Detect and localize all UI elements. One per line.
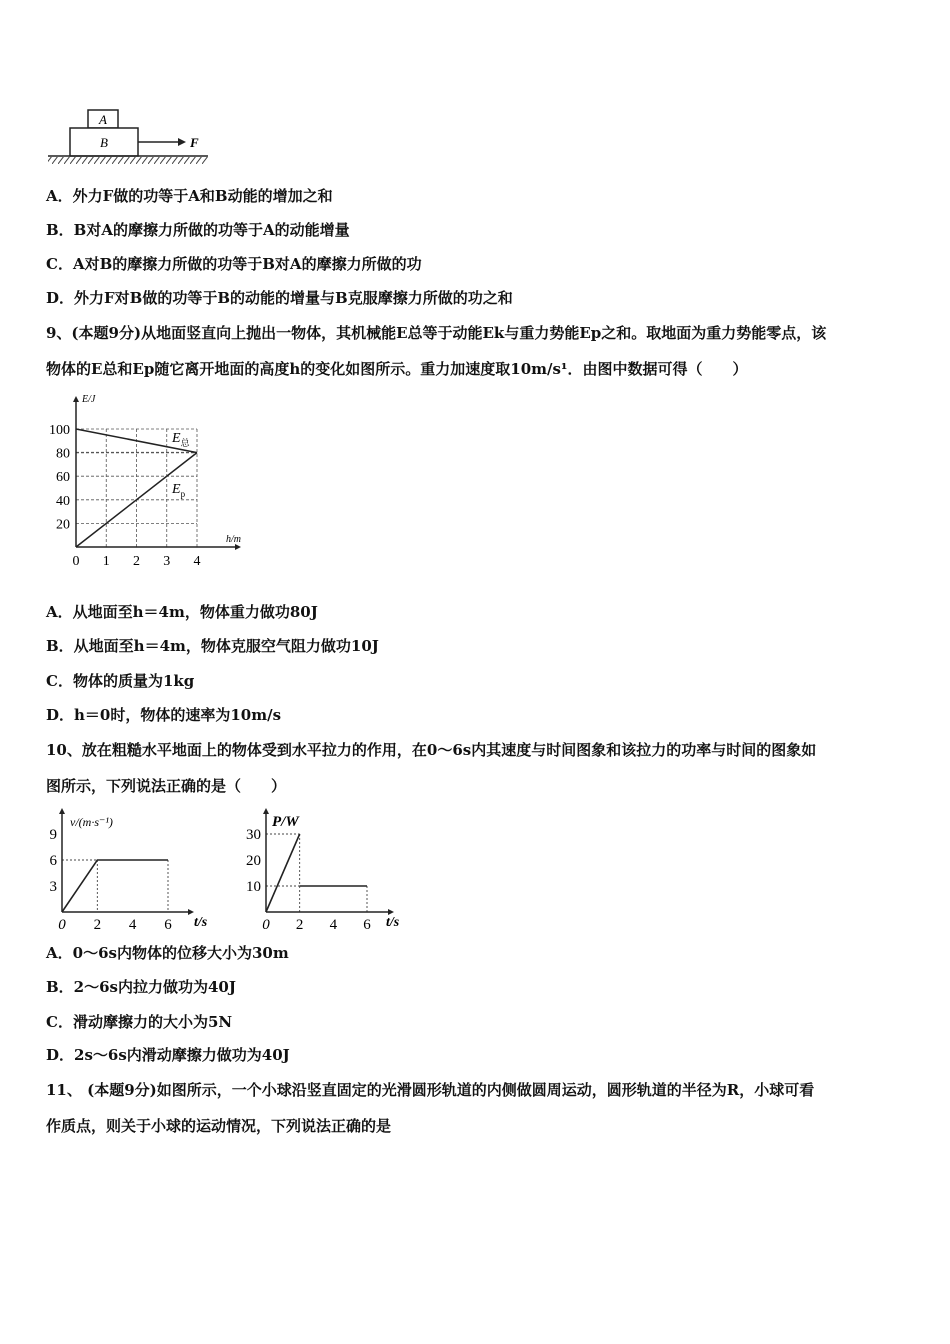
force-arrowhead — [178, 138, 186, 146]
energy-x-tick-label: 4 — [193, 554, 201, 569]
q8-option-d: D．外力F对B做的功等于B的动能的增量与B克服摩擦力所做的功之和 — [46, 289, 513, 307]
power-y-tick-label: 30 — [246, 827, 261, 843]
label-a: A — [99, 112, 107, 127]
q10-option-a: A．0～6s内物体的位移大小为30m — [46, 944, 289, 962]
energy-series-label-sub-0: 总 — [180, 438, 190, 448]
power-x-tick-label: 2 — [295, 917, 304, 933]
energy-series-label-0: $E_总$ — [172, 431, 190, 448]
energy-x-tick-label: 0 — [72, 554, 80, 569]
q10-stem-line1: 10、放在粗糙水平地面上的物体受到水平拉力的作用，在0～6s内其速度与时间图象和该拉力的功率与时间的图象如 — [46, 741, 817, 759]
power-y-tick-label: 10 — [246, 879, 261, 895]
velocity-x-tick-label: 0 — [58, 917, 66, 933]
blocks-figure — [40, 100, 220, 170]
q9-option-a: A．从地面至h＝4m，物体重力做功80J — [46, 603, 318, 621]
energy-y-arrow — [73, 396, 79, 402]
power-x-tick-label: 4 — [329, 917, 338, 933]
q9-option-d: D．h＝0时，物体的速率为10m/s — [46, 706, 282, 724]
q8-option-c: C．A对B的摩擦力所做的功等于B对A的摩擦力所做的功 — [46, 255, 422, 273]
energy-x-tick-label: 3 — [163, 554, 171, 569]
q8-option-a: A．外力F做的功等于A和B动能的增加之和 — [46, 187, 333, 205]
q9-stem-line2: 物体的E总和Ep随它离开地面的高度h的变化如图所示。重力加速度取10m/s¹．由图中数据可得（ ） — [46, 360, 748, 378]
q9-option-c: C．物体的质量为1kg — [46, 672, 195, 690]
velocity-chart — [40, 808, 220, 933]
energy-chart — [40, 390, 260, 575]
label-b: B — [100, 135, 108, 150]
velocity-y-tick-label: 3 — [49, 879, 57, 895]
velocity-x-tick-label: 6 — [164, 917, 172, 933]
q10-option-c: C．滑动摩擦力的大小为5N — [46, 1013, 233, 1031]
power-x-tick-label: 6 — [363, 917, 371, 933]
energy-x-tick-label: 2 — [133, 554, 140, 569]
energy-chart-svg — [40, 390, 260, 575]
q10-option-d: D．2s～6s内滑动摩擦力做功为40J — [46, 1046, 290, 1064]
energy-x-axis-label: h/m — [226, 534, 241, 545]
blocks-figure-svg — [40, 100, 220, 170]
velocity-x-tick-label: 2 — [93, 917, 102, 933]
velocity-series-line — [62, 860, 168, 912]
velocity-x-axis-label: t/s — [194, 915, 208, 930]
q11-stem-line1: 11、 (本题9分)如图所示，一个小球沿竖直固定的光滑圆形轨道的内侧做圆周运动，圆形轨道的半径为R，小球可看 — [46, 1081, 815, 1099]
label-f: F — [190, 135, 199, 150]
energy-y-axis-label: E/J — [82, 394, 96, 405]
energy-y-tick-label: 40 — [56, 493, 70, 509]
q10-stem-line2: 图所示，下列说法正确的是（ ） — [46, 777, 287, 795]
energy-series-label-1: $E_p$ — [172, 482, 186, 499]
power-y-arrow — [263, 808, 269, 814]
velocity-y-axis-label: v/(m·s⁻¹) — [70, 815, 113, 829]
q9-stem-line1: 9、(本题9分)从地面竖直向上抛出一物体，其机械能E总等于动能Ek与重力势能Ep之和。取地面为重力势能零点，该 — [46, 324, 827, 342]
energy-y-tick-label: 20 — [56, 517, 70, 533]
ground-hatch — [48, 157, 208, 164]
energy-x-tick-label: 1 — [102, 554, 110, 569]
power-chart-svg — [238, 808, 413, 933]
power-y-axis-label: P/W — [272, 814, 299, 830]
q9-option-b: B．从地面至h＝4m，物体克服空气阻力做功10J — [46, 637, 379, 655]
q8-option-b: B．B对A的摩擦力所做的功等于A的动能增量 — [46, 221, 350, 239]
velocity-y-tick-label: 9 — [49, 827, 57, 843]
velocity-y-arrow — [59, 808, 65, 814]
energy-y-tick-label: 100 — [49, 423, 70, 438]
power-series-line-rise — [266, 834, 300, 912]
power-chart — [238, 808, 413, 933]
velocity-chart-svg — [40, 808, 220, 933]
velocity-x-tick-label: 4 — [128, 917, 137, 933]
energy-series-label-sub-1: p — [180, 489, 186, 499]
power-x-tick-label: 0 — [262, 917, 270, 933]
q10-option-b: B．2～6s内拉力做功为40J — [46, 978, 236, 996]
power-x-axis-label: t/s — [386, 915, 400, 930]
energy-y-tick-label: 80 — [56, 446, 70, 462]
q11-stem-line2: 作质点，则关于小球的运动情况，下列说法正确的是 — [46, 1117, 392, 1135]
velocity-y-tick-label: 6 — [49, 853, 57, 869]
power-y-tick-label: 20 — [246, 853, 261, 869]
energy-y-tick-label: 60 — [56, 470, 70, 486]
